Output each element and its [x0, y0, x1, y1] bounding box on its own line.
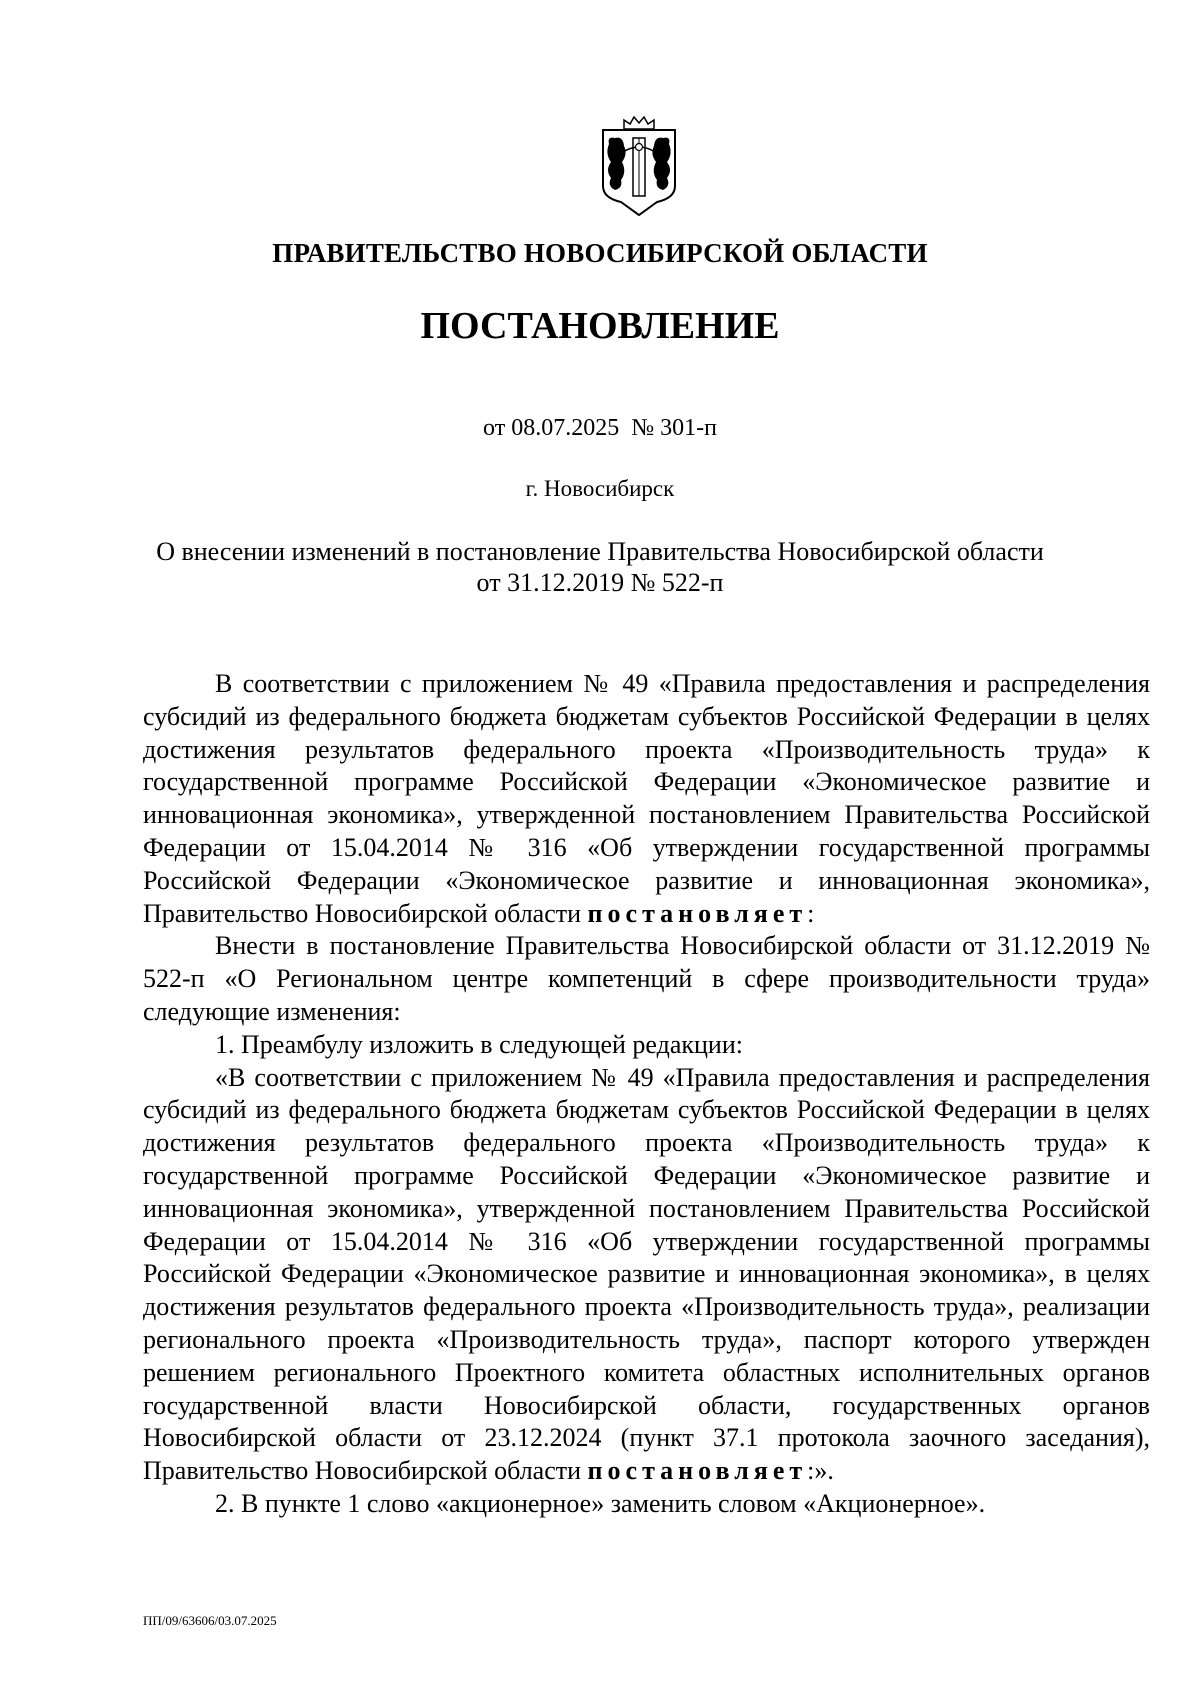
government-name: ПРАВИТЕЛЬСТВО НОВОСИБИРСКОЙ ОБЛАСТИ — [272, 238, 928, 268]
subject-line-1: О внесении изменений в постановление Правительства Новосибирской области — [156, 537, 1044, 566]
paragraph-item-1: 1. Преамбулу изложить в следующей редакции: — [215, 1029, 743, 1059]
resolves-emphasis: постановляет — [587, 898, 808, 928]
paragraph-new-preamble — [143, 1062, 1150, 1488]
document-city: г. Новосибирск — [525, 476, 675, 501]
document-subject — [130, 536, 1070, 598]
paragraph-preamble — [143, 668, 1150, 930]
paragraph-new-preamble-end: :». — [807, 1456, 834, 1486]
document-type-title: ПОСТАНОВЛЕНИЕ — [420, 305, 780, 347]
subject-line-2: от 31.12.2019 № 522-п — [476, 568, 724, 597]
paragraph-new-preamble-text: «В соответствии с приложением № 49 «Правила предоставления и распределения субсидий из федерального бюджета бюджетам субъектов Российской Федерации в целях достижения результатов федерального проекта «Производительность труда» к государственной программе Российской Федерации «Экономическое развитие и инновационная экономика», утвержденной постановлением Правительства Российской Федерации от 15.04.2014 № 316 «Об утверждении государственной программы Российской Федерации «Экономическое развитие и инновационная экономика», в целях достижения результатов федерального проекта «Производительность труда», реализации регионального проекта «Производительность труда», паспорт которого утвержден решением регионального Проектного комитета областных исполнительных органов государственной власти Новосибирской области, государственных органов Новосибирской области от 23.12.2024 (пункт 37.1 протокола заочного заседания), Правительство Новосибирской области — [143, 1062, 1150, 1486]
document-body — [143, 668, 1150, 1521]
paragraph-amend-intro: Внести в постановление Правительства Новосибирской области от 31.12.2019 № 522-п «О Региональном центре компетенций в сфере производительности труда» следующие изменения: — [143, 931, 1150, 1026]
paragraph-preamble-text: В соответствии с приложением № 49 «Правила предоставления и распределения субсидий из федерального бюджета бюджетам субъектов Российской Федерации в целях достижения результатов федерального проекта «Производительность труда» к государственной программе Российской Федерации «Экономическое развитие и инновационная экономика», утвержденной постановлением Правительства Российской Федерации от 15.04.2014 № 316 «Об утверждении государственной программы Российской Федерации «Экономическое развитие и инновационная экономика», Правительство Новосибирской области — [143, 669, 1150, 928]
coat-of-arms-icon — [597, 116, 681, 216]
document-registry-code: ПП/09/63606/03.07.2025 — [143, 1613, 277, 1628]
paragraph-preamble-end: : — [807, 898, 815, 928]
document-date-number: от 08.07.2025 № 301-п — [483, 415, 717, 441]
paragraph-item-2: 2. В пункте 1 слово «акционерное» заменить словом «Акционерное». — [215, 1488, 986, 1518]
resolves-emphasis-2: постановляет — [587, 1456, 808, 1486]
